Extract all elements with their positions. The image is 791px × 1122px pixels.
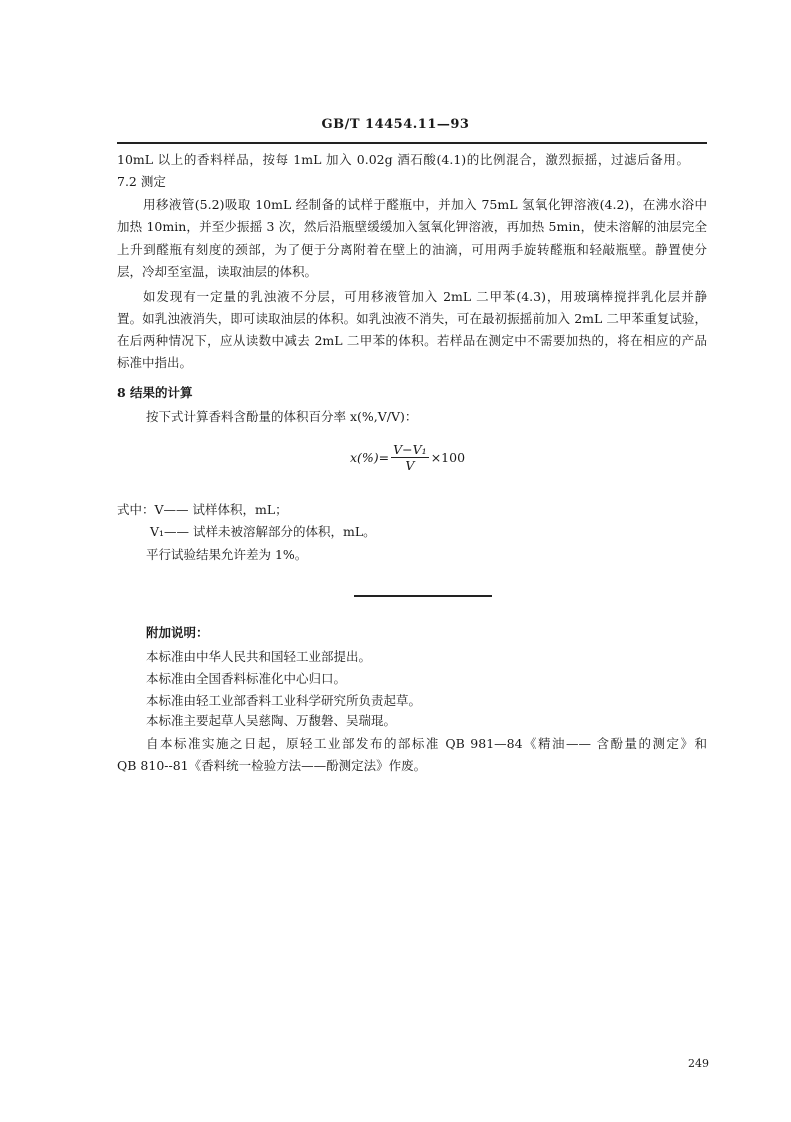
- formula-denominator: V: [405, 458, 415, 473]
- formula-intro: 按下式计算香料含酚量的体积百分率 x(%,V/V)：: [146, 409, 418, 424]
- page-number: 249: [688, 1057, 709, 1070]
- formula-numerator: V−V₁: [393, 442, 427, 457]
- paragraph-line: 标准中指出。: [117, 355, 193, 370]
- paragraph-line: 如发现有一定量的乳浊液不分层，可用移液管加入 2mL 二甲苯(4.3)，用玻璃棒搅拌乳化层并静: [143, 289, 707, 304]
- where-line: 式中：V—— 试样体积，mL；: [117, 502, 288, 517]
- paragraph-line: 10mL 以上的香料样品，按每 1mL 加入 0.02g 酒石酸(4.1)的比例混合，激烈振摇，过滤后备用。: [117, 152, 689, 167]
- end-rule: [354, 595, 492, 597]
- note-line: 本标准由全国香料标准化中心归口。: [146, 671, 347, 686]
- notes-heading: 附加说明：: [146, 625, 209, 640]
- where-line: V₁—— 试样未被溶解部分的体积，mL。: [150, 524, 376, 539]
- document-header: GB/T 14454.11—93: [321, 117, 470, 132]
- section-heading-8: 8 结果的计算: [117, 385, 193, 400]
- paragraph-line: 上升到醛瓶有刻度的颈部，为了便于分离附着在壁上的油滴，可用两手旋转醛瓶和轻敲瓶壁。静置使分: [117, 242, 707, 257]
- header-rule: [117, 142, 707, 144]
- formula-lhs: x(%)=: [350, 450, 390, 465]
- paragraph-line: 置。如乳浊液消失，即可读取油层的体积。如乳浊液不消失，可在最初振摇前加入 2mL 二甲苯重复试验，: [117, 311, 707, 326]
- note-line: 本标准由中华人民共和国轻工业部提出。: [146, 649, 372, 664]
- formula-rhs: ×100: [430, 450, 466, 465]
- paragraph-line: 层，冷却至室温，读取油层的体积。: [117, 264, 318, 279]
- paragraph-line: 加热 10min，并至少振摇 3 次，然后沿瓶壁缓缓加入氢氧化钾溶液，再加热 5min，使未溶解的油层完全: [117, 219, 707, 234]
- paragraph-line: 在后两种情况下，应从读数中减去 2mL 二甲苯的体积。若样品在测定中不需要加热的，将在相应的产品: [117, 333, 707, 348]
- formula-fraction: [391, 442, 429, 473]
- note-line: 自本标准实施之日起，原轻工业部发布的部标准 QB 981—84《精油—— 含酚量的测定》和: [146, 736, 707, 751]
- note-line: 本标准由轻工业部香料工业科学研究所负责起草。: [146, 693, 422, 708]
- formula: [350, 442, 465, 473]
- tolerance-text: 平行试验结果允许差为 1%。: [146, 547, 308, 562]
- note-line: QB 810--81《香料统一检验方法——酚测定法》作废。: [117, 758, 427, 773]
- paragraph-line: 用移液管(5.2)吸取 10mL 经制备的试样于醛瓶中，并加入 75mL 氢氧化钾溶液(4.2)，在沸水浴中: [143, 197, 707, 212]
- note-line: 本标准主要起草人吴慈陶、万馥磐、吴瑞琨。: [146, 713, 397, 728]
- section-heading-7-2: 7.2 测定: [117, 174, 166, 189]
